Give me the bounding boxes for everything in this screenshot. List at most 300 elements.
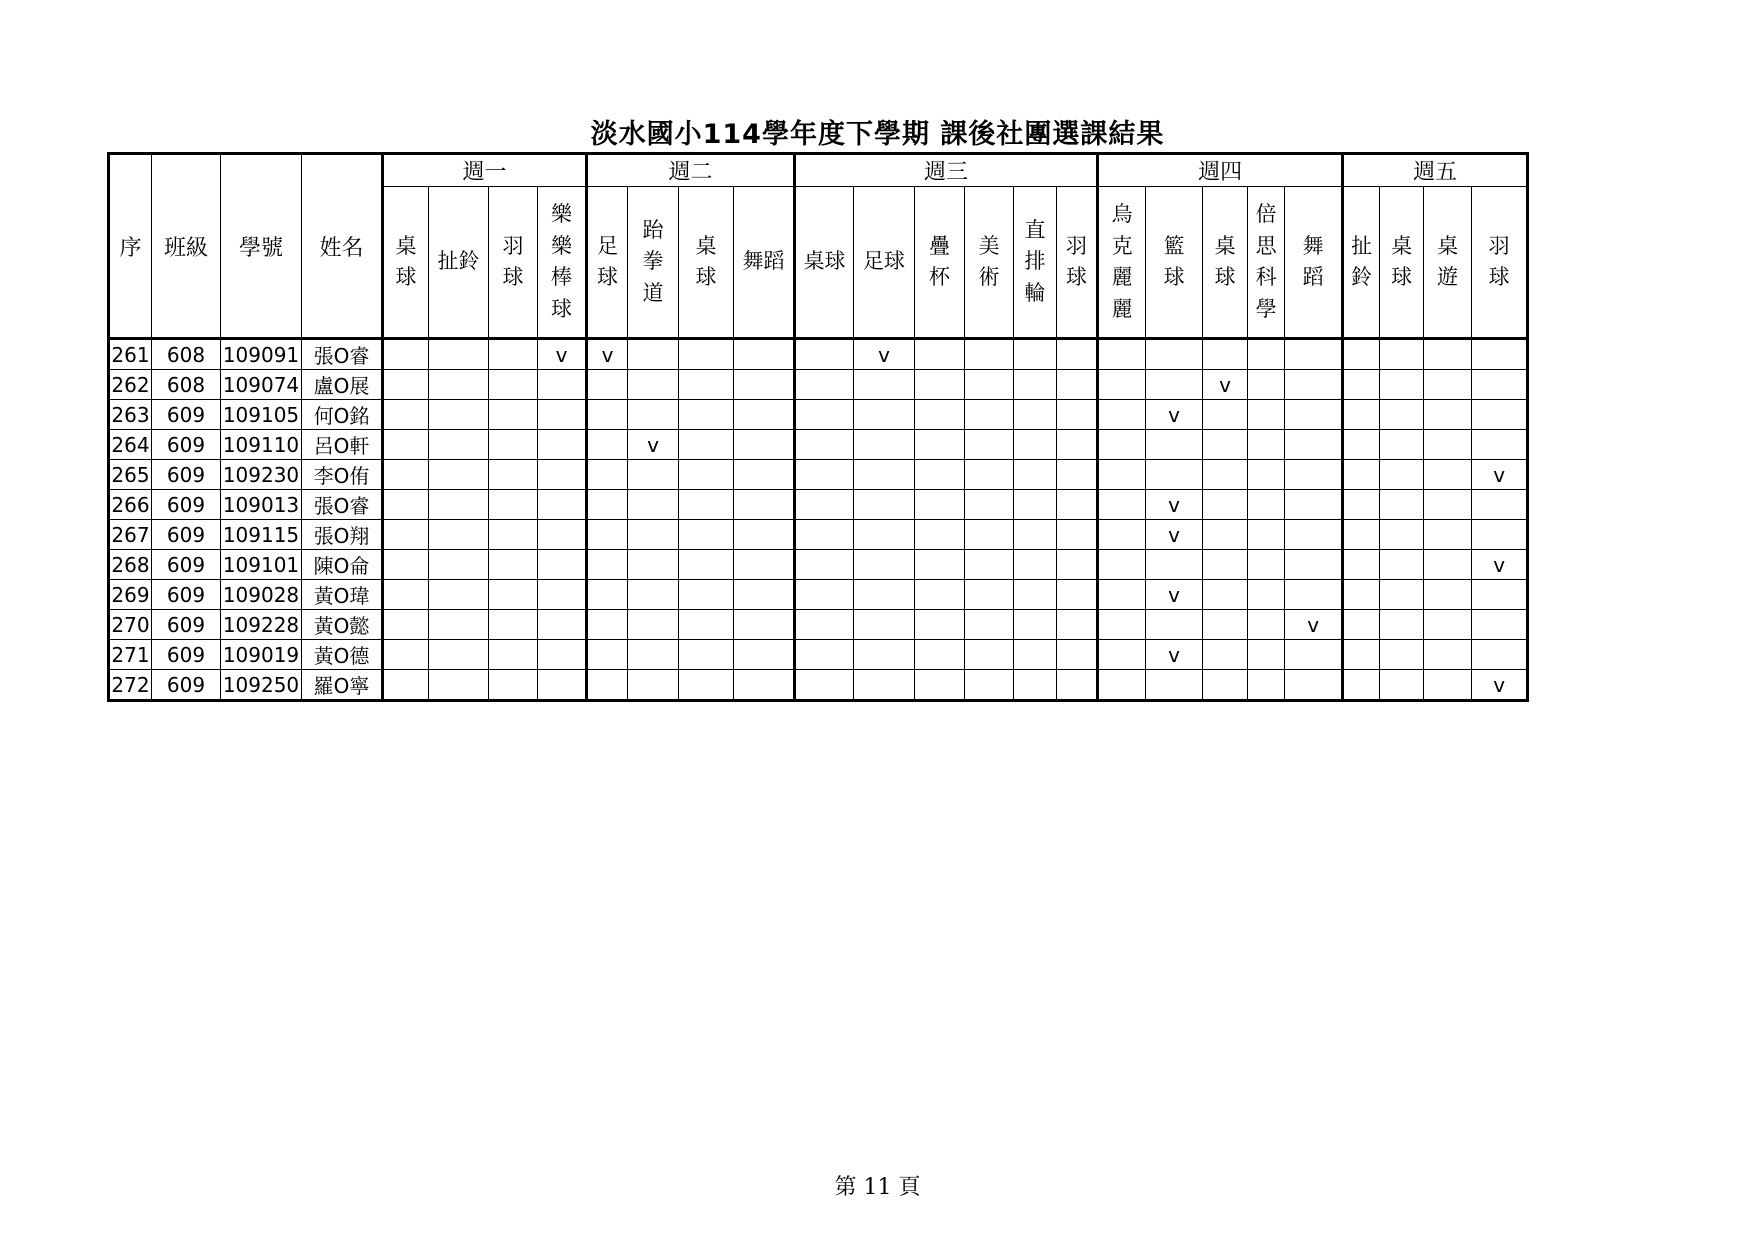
selection-cell: [915, 550, 965, 580]
student-id-cell: 109105: [221, 400, 302, 430]
name-cell: 羅O寧: [302, 670, 383, 701]
selection-cell: [489, 520, 538, 550]
club-label: 足球: [597, 233, 618, 289]
selection-cell: [1014, 430, 1057, 460]
selection-mark: v: [1146, 520, 1203, 550]
selection-cell: [628, 460, 679, 490]
club-header: [795, 187, 854, 339]
selection-cell: [489, 430, 538, 460]
selection-cell: [1380, 370, 1424, 400]
selection-cell: [795, 670, 854, 701]
club-header: [854, 187, 915, 339]
selection-cell: [679, 610, 734, 640]
selection-cell: [1424, 339, 1472, 370]
selection-cell: [1098, 490, 1146, 520]
selection-cell: [965, 460, 1014, 490]
selection-cell: [628, 670, 679, 701]
selection-cell: [1424, 370, 1472, 400]
selection-cell: [795, 430, 854, 460]
club-label: 扯鈴: [1351, 233, 1373, 289]
selection-cell: [734, 370, 795, 400]
selection-cell: [965, 370, 1014, 400]
selection-cell: [734, 580, 795, 610]
selection-cell: [965, 610, 1014, 640]
selection-cell: [795, 370, 854, 400]
selection-cell: [1343, 430, 1380, 460]
table-row: [109, 670, 1528, 701]
selection-cell: [1014, 580, 1057, 610]
selection-cell: [965, 670, 1014, 701]
selection-cell: [795, 339, 854, 370]
selection-cell: [1343, 610, 1380, 640]
selection-cell: [628, 550, 679, 580]
selection-mark: v: [1146, 400, 1203, 430]
table-row: [109, 580, 1528, 610]
selection-cell: [429, 520, 489, 550]
selection-cell: [538, 580, 587, 610]
selection-cell: [538, 460, 587, 490]
selection-cell: [587, 640, 628, 670]
selection-cell: [965, 550, 1014, 580]
selection-cell: [1380, 580, 1424, 610]
student-id-cell: 109115: [221, 520, 302, 550]
club-header: [383, 187, 429, 339]
selection-cell: [383, 670, 429, 701]
selection-cell: [795, 520, 854, 550]
selection-cell: [1057, 640, 1098, 670]
selection-cell: [1098, 430, 1146, 460]
selection-cell: [1343, 520, 1380, 550]
selection-cell: [1057, 580, 1098, 610]
selection-cell: [1343, 339, 1380, 370]
selection-cell: [734, 520, 795, 550]
selection-cell: [1248, 400, 1285, 430]
selection-cell: [1057, 520, 1098, 550]
selection-cell: [734, 640, 795, 670]
selection-cell: [587, 550, 628, 580]
selection-cell: [383, 400, 429, 430]
selection-cell: [734, 610, 795, 640]
selection-cell: [1203, 490, 1248, 520]
selection-cell: [628, 520, 679, 550]
selection-cell: [854, 370, 915, 400]
selection-cell: [1203, 640, 1248, 670]
student-id-cell: 109013: [221, 490, 302, 520]
class-cell: 608: [152, 339, 221, 370]
selection-cell: [854, 580, 915, 610]
club-label: 疊杯: [929, 233, 951, 289]
selection-cell: [383, 490, 429, 520]
selection-cell: [1343, 640, 1380, 670]
class-cell: 609: [152, 460, 221, 490]
selection-cell: [854, 670, 915, 701]
selection-cell: [1424, 610, 1472, 640]
selection-cell: [383, 580, 429, 610]
selection-cell: [1248, 490, 1285, 520]
selection-cell: [1285, 490, 1343, 520]
selection-cell: [795, 460, 854, 490]
weekday-header: 週四: [1098, 154, 1343, 187]
selection-cell: [628, 580, 679, 610]
selection-cell: [965, 339, 1014, 370]
club-header: [1472, 187, 1528, 339]
selection-cell: [1146, 550, 1203, 580]
seq-cell: 266: [109, 490, 152, 520]
class-cell: 609: [152, 430, 221, 460]
selection-cell: [1285, 400, 1343, 430]
selection-cell: [429, 339, 489, 370]
seq-cell: 264: [109, 430, 152, 460]
page-number: 第 11 頁: [834, 1175, 921, 1200]
selection-cell: [1285, 670, 1343, 701]
selection-mark: v: [854, 339, 915, 370]
selection-cell: [1098, 370, 1146, 400]
club-header: [679, 187, 734, 339]
selection-cell: [1472, 490, 1528, 520]
selection-mark: v: [1146, 490, 1203, 520]
selection-cell: [1203, 520, 1248, 550]
selection-cell: [429, 670, 489, 701]
table-row: [109, 640, 1528, 670]
name-cell: 黃O懿: [302, 610, 383, 640]
selection-cell: [1014, 640, 1057, 670]
selection-cell: [854, 520, 915, 550]
selection-cell: [1098, 520, 1146, 550]
selection-cell: [679, 640, 734, 670]
selection-cell: [489, 670, 538, 701]
club-header: [1343, 187, 1380, 339]
selection-cell: [429, 460, 489, 490]
selection-cell: [489, 400, 538, 430]
club-label: 桌遊: [1437, 233, 1459, 289]
class-cell: 609: [152, 640, 221, 670]
selection-cell: [1057, 550, 1098, 580]
selection-cell: [628, 610, 679, 640]
selection-cell: [587, 610, 628, 640]
selection-cell: [538, 490, 587, 520]
selection-cell: [679, 490, 734, 520]
selection-cell: [1248, 460, 1285, 490]
club-header: [489, 187, 538, 339]
name-cell: 陳O侖: [302, 550, 383, 580]
selection-cell: [1285, 339, 1343, 370]
selection-cell: [854, 550, 915, 580]
selection-cell: [1248, 670, 1285, 701]
selection-cell: [854, 460, 915, 490]
name-header: 姓名: [302, 154, 383, 339]
selection-cell: [429, 550, 489, 580]
seq-cell: 265: [109, 460, 152, 490]
selection-cell: [1380, 550, 1424, 580]
selection-mark: v: [1146, 640, 1203, 670]
selection-cell: [1248, 370, 1285, 400]
selection-cell: [1014, 610, 1057, 640]
selection-cell: [965, 430, 1014, 460]
selection-cell: [1380, 610, 1424, 640]
selection-cell: [1285, 370, 1343, 400]
selection-mark: v: [1472, 460, 1528, 490]
selection-cell: [489, 490, 538, 520]
selection-cell: [1146, 339, 1203, 370]
selection-cell: [1380, 430, 1424, 460]
selection-cell: [429, 400, 489, 430]
seq-cell: 269: [109, 580, 152, 610]
selection-cell: [795, 610, 854, 640]
selection-cell: [1146, 670, 1203, 701]
selection-cell: [429, 640, 489, 670]
weekday-header: 週二: [587, 154, 795, 187]
class-cell: 609: [152, 400, 221, 430]
selection-cell: [1472, 370, 1528, 400]
selection-cell: [679, 580, 734, 610]
selection-cell: [795, 640, 854, 670]
selection-cell: [1380, 670, 1424, 701]
selection-cell: [1146, 430, 1203, 460]
club-header: [1380, 187, 1424, 339]
selection-cell: [1472, 400, 1528, 430]
selection-mark: v: [1285, 610, 1343, 640]
selection-cell: [1014, 460, 1057, 490]
selection-cell: [587, 580, 628, 610]
selection-cell: [538, 610, 587, 640]
selection-mark: v: [1203, 370, 1248, 400]
club-header: [1146, 187, 1203, 339]
club-label: 美術: [978, 233, 1000, 289]
club-header: [1014, 187, 1057, 339]
club-header: [1248, 187, 1285, 339]
selection-cell: [489, 580, 538, 610]
selection-cell: [1343, 370, 1380, 400]
seq-cell: 263: [109, 400, 152, 430]
club-header: [965, 187, 1014, 339]
selection-cell: [628, 490, 679, 520]
club-label: 羽球: [502, 233, 524, 289]
selection-cell: [795, 400, 854, 430]
seq-cell: 268: [109, 550, 152, 580]
selection-cell: [1248, 550, 1285, 580]
selection-cell: [628, 370, 679, 400]
student-id-cell: 109250: [221, 670, 302, 701]
selection-cell: [587, 490, 628, 520]
selection-cell: [383, 430, 429, 460]
selection-cell: [383, 640, 429, 670]
student-id-header: 學號: [221, 154, 302, 339]
club-label: 籃球: [1163, 233, 1185, 289]
selection-cell: [1424, 520, 1472, 550]
selection-cell: [1424, 460, 1472, 490]
selection-cell: [1203, 610, 1248, 640]
selection-cell: [1285, 460, 1343, 490]
selection-cell: [1424, 400, 1472, 430]
selection-cell: [679, 400, 734, 430]
class-cell: 608: [152, 370, 221, 400]
class-cell: 609: [152, 670, 221, 701]
selection-cell: [1285, 580, 1343, 610]
selection-cell: [1098, 640, 1146, 670]
selection-cell: [854, 490, 915, 520]
selection-cell: [489, 610, 538, 640]
selection-cell: [1248, 580, 1285, 610]
selection-cell: [965, 640, 1014, 670]
name-cell: 李O侑: [302, 460, 383, 490]
selection-cell: [1014, 370, 1057, 400]
club-label: 羽球: [1488, 233, 1510, 289]
selection-cell: [538, 640, 587, 670]
selection-cell: [679, 670, 734, 701]
selection-cell: [1014, 400, 1057, 430]
selection-cell: [1285, 640, 1343, 670]
table-row: [109, 400, 1528, 430]
selection-cell: [1057, 490, 1098, 520]
selection-cell: [915, 580, 965, 610]
selection-cell: [1146, 370, 1203, 400]
selection-cell: [383, 339, 429, 370]
selection-cell: [1146, 460, 1203, 490]
selection-cell: [915, 640, 965, 670]
selection-cell: [734, 460, 795, 490]
selection-cell: [1248, 339, 1285, 370]
document-title: 淡水國小114學年度下學期 課後社團選課結果: [590, 119, 1165, 150]
selection-cell: [1343, 550, 1380, 580]
club-header: [1203, 187, 1248, 339]
club-header: [429, 187, 489, 339]
selection-cell: [1014, 520, 1057, 550]
selection-cell: [628, 640, 679, 670]
student-id-cell: 109101: [221, 550, 302, 580]
club-label: 跆拳道: [642, 217, 664, 305]
table-row: [109, 430, 1528, 460]
selection-cell: [1203, 670, 1248, 701]
club-label: 桌球: [1214, 233, 1236, 289]
table-row: [109, 370, 1528, 400]
selection-cell: [1472, 640, 1528, 670]
selection-cell: [1203, 550, 1248, 580]
selection-cell: [915, 460, 965, 490]
club-label: 桌球: [395, 233, 417, 289]
selection-mark: v: [1146, 580, 1203, 610]
selection-cell: [1098, 610, 1146, 640]
selection-cell: [628, 400, 679, 430]
selection-cell: [1424, 430, 1472, 460]
club-selection-table: [107, 152, 1529, 702]
selection-cell: [1285, 550, 1343, 580]
selection-cell: [1203, 580, 1248, 610]
selection-cell: [1203, 339, 1248, 370]
student-id-cell: 109110: [221, 430, 302, 460]
selection-cell: [734, 490, 795, 520]
selection-cell: [1098, 550, 1146, 580]
class-cell: 609: [152, 610, 221, 640]
selection-cell: [1057, 400, 1098, 430]
selection-cell: [538, 430, 587, 460]
weekday-header: 週三: [795, 154, 1098, 187]
selection-cell: [1472, 520, 1528, 550]
weekday-header-row: [109, 154, 1528, 187]
selection-cell: [679, 520, 734, 550]
class-cell: 609: [152, 490, 221, 520]
selection-cell: [965, 580, 1014, 610]
selection-cell: [1248, 610, 1285, 640]
selection-cell: [429, 580, 489, 610]
selection-cell: [1098, 670, 1146, 701]
student-id-cell: 109091: [221, 339, 302, 370]
selection-cell: [1380, 460, 1424, 490]
selection-cell: [1472, 339, 1528, 370]
club-label: 桌球: [695, 233, 717, 289]
student-id-cell: 109019: [221, 640, 302, 670]
student-id-cell: 109028: [221, 580, 302, 610]
selection-cell: [1380, 339, 1424, 370]
selection-cell: [1014, 490, 1057, 520]
selection-cell: [915, 610, 965, 640]
selection-cell: [1057, 430, 1098, 460]
selection-mark: v: [1472, 670, 1528, 701]
table-row: [109, 339, 1528, 370]
selection-mark: v: [1472, 550, 1528, 580]
selection-cell: [1343, 490, 1380, 520]
seq-header: 序: [109, 154, 152, 339]
selection-cell: [795, 580, 854, 610]
table-row: [109, 460, 1528, 490]
selection-cell: [854, 610, 915, 640]
name-cell: 呂O軒: [302, 430, 383, 460]
selection-cell: [854, 430, 915, 460]
selection-cell: [915, 670, 965, 701]
table-row: [109, 520, 1528, 550]
selection-cell: [1424, 490, 1472, 520]
selection-mark: v: [587, 339, 628, 370]
selection-cell: [679, 550, 734, 580]
seq-cell: 272: [109, 670, 152, 701]
selection-cell: [383, 460, 429, 490]
selection-cell: [1203, 400, 1248, 430]
selection-cell: [429, 610, 489, 640]
club-label: 舞蹈: [1302, 233, 1324, 289]
selection-cell: [489, 339, 538, 370]
selection-cell: [1285, 520, 1343, 550]
selection-cell: [1343, 460, 1380, 490]
selection-cell: [915, 520, 965, 550]
class-cell: 609: [152, 520, 221, 550]
club-label: 烏克麗麗: [1111, 202, 1133, 321]
selection-cell: [854, 640, 915, 670]
name-cell: 何O銘: [302, 400, 383, 430]
selection-cell: [965, 490, 1014, 520]
selection-cell: [734, 430, 795, 460]
selection-cell: [587, 370, 628, 400]
selection-cell: [1203, 460, 1248, 490]
table-row: [109, 610, 1528, 640]
name-cell: 張O睿: [302, 490, 383, 520]
selection-cell: [1343, 400, 1380, 430]
selection-cell: [1248, 430, 1285, 460]
selection-cell: [1343, 580, 1380, 610]
seq-cell: 262: [109, 370, 152, 400]
club-label: 羽球: [1066, 233, 1088, 289]
selection-mark: v: [628, 430, 679, 460]
selection-cell: [489, 640, 538, 670]
selection-cell: [1248, 520, 1285, 550]
selection-cell: [1014, 550, 1057, 580]
selection-cell: [734, 670, 795, 701]
selection-cell: [915, 339, 965, 370]
club-header: [915, 187, 965, 339]
selection-cell: [383, 610, 429, 640]
selection-cell: [1098, 339, 1146, 370]
club-label: 樂樂棒球: [551, 202, 572, 321]
selection-cell: [1424, 640, 1472, 670]
club-header: [734, 187, 795, 339]
